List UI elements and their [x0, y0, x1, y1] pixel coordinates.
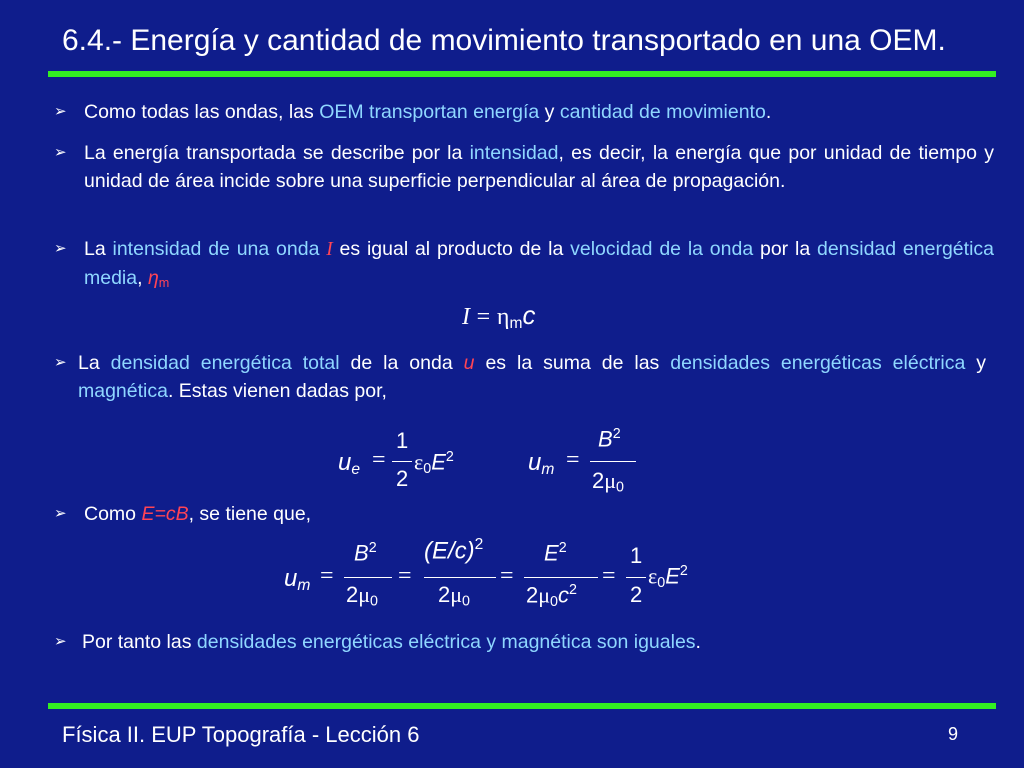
- highlight-text: intensidad de una onda: [112, 238, 320, 260]
- title-divider: [48, 71, 996, 77]
- bullet-arrow-icon: ➢: [54, 505, 67, 522]
- symbol-u: u: [463, 352, 475, 374]
- bullet-arrow-icon: ➢: [54, 103, 67, 120]
- fraction-bar: [626, 577, 646, 578]
- bullet-text: , se tiene que,: [188, 503, 312, 525]
- bullet-text: ,: [137, 267, 148, 289]
- bullet-2: [84, 139, 994, 195]
- eq-symbol: ε: [648, 563, 658, 589]
- eq-symbol: =: [372, 447, 386, 473]
- bullet-text: Como todas las ondas, las: [84, 101, 320, 123]
- eq-symbol: 0: [657, 575, 666, 592]
- highlight-text: densidades energéticas eléctrica: [670, 352, 966, 374]
- bullet-arrow-icon: ➢: [54, 633, 67, 650]
- eq-symbol: 0: [462, 593, 470, 610]
- bullet-text: Por tanto las: [82, 631, 197, 653]
- eq-symbol: =: [320, 563, 334, 589]
- eq-symbol: u: [284, 565, 298, 592]
- fraction-bar: [590, 461, 636, 462]
- eq-symbol: 2: [558, 540, 567, 556]
- bullet-text: de la onda: [339, 352, 464, 374]
- bullet-arrow-icon: ➢: [54, 144, 67, 161]
- highlight-text: velocidad de la onda: [570, 238, 754, 260]
- highlight-text: OEM transportan energía: [319, 101, 540, 123]
- highlight-text: cantidad de movimiento: [559, 101, 766, 123]
- bullet-text: y: [965, 352, 986, 374]
- bullet-text: .: [695, 631, 701, 653]
- eq-symbol: 0: [370, 593, 378, 610]
- bullet-4: [78, 349, 986, 405]
- bullet-arrow-icon: ➢: [54, 240, 67, 257]
- bullet-text: La energía transportada se describe por la: [84, 142, 470, 164]
- eq-symbol: 0: [550, 594, 558, 611]
- eq-symbol: 2: [679, 563, 688, 579]
- bullet-text: La: [84, 238, 113, 260]
- eq-symbol: B: [598, 426, 613, 452]
- slide-title: 6.4.- Energía y cantidad de movimiento transportado en una OEM.: [62, 24, 946, 57]
- eq-symbol: 0: [616, 479, 624, 496]
- eq-symbol: m: [297, 576, 311, 594]
- eq-symbol: E: [665, 563, 680, 589]
- eq-symbol: 2: [630, 582, 643, 607]
- bullet-text: La: [78, 352, 111, 374]
- eq-symbol: 2: [526, 582, 539, 608]
- eq-symbol: 2: [445, 449, 454, 465]
- footer-text: Física II. EUP Topografía - Lección 6: [62, 722, 420, 747]
- symbol-eta-sub: m: [158, 276, 170, 291]
- highlight-text: densidad energética total: [110, 352, 340, 374]
- symbol-eta: η: [147, 267, 159, 289]
- highlight-text: densidades energéticas eléctrica y magnética son iguales: [196, 631, 696, 653]
- eq-symbol: 2: [592, 468, 605, 493]
- fraction-bar: [344, 577, 392, 578]
- eq-symbol: E: [431, 449, 446, 475]
- eq-symbol: 2: [346, 582, 359, 607]
- eq-symbol: η: [496, 304, 510, 330]
- eq-symbol: I: [462, 304, 470, 330]
- eq-symbol: ε: [414, 449, 424, 475]
- eq-symbol: μ: [358, 582, 371, 607]
- eq-symbol: 2: [569, 582, 577, 598]
- eq-symbol: E: [544, 540, 559, 566]
- bullet-arrow-icon: ➢: [54, 354, 67, 371]
- eq-symbol: 2: [612, 426, 621, 442]
- eq-symbol: 2: [438, 582, 451, 607]
- eq-symbol: (E/c): [424, 537, 475, 565]
- eq-symbol: m: [541, 460, 555, 478]
- symbol-I: I: [326, 239, 333, 260]
- eq-symbol: m: [509, 314, 523, 332]
- eq-symbol: e: [351, 460, 361, 478]
- eq-symbol: μ: [538, 582, 551, 608]
- equation-intensity: [462, 300, 535, 333]
- footer-divider: [48, 703, 996, 709]
- eq-symbol: 1: [630, 543, 643, 568]
- eq-symbol: 2: [474, 536, 484, 553]
- bullet-text: , es decir, la energía que por unidad de tiempo y unidad de área incide sobre una superficie perpendicular al área de propagación.: [84, 142, 994, 192]
- bullet-6: [82, 628, 982, 656]
- eq-symbol: 2: [396, 466, 409, 491]
- fraction-bar: [524, 577, 598, 578]
- bullet-text: . Estas vienen dadas por,: [167, 380, 387, 402]
- fraction-bar: [424, 577, 496, 578]
- eq-symbol: =: [476, 304, 491, 330]
- eq-symbol: B: [354, 540, 369, 566]
- page-number: 9: [948, 724, 959, 744]
- eq-symbol: u: [528, 449, 542, 476]
- bullet-text: por la: [753, 238, 817, 260]
- bullet-text: Como: [84, 503, 142, 525]
- bullet-text: es igual al producto de la: [332, 238, 571, 260]
- bullet-1: [84, 98, 994, 126]
- bullet-text: y: [539, 101, 560, 123]
- bullet-text: .: [765, 101, 772, 123]
- highlight-text: intensidad: [469, 142, 559, 164]
- eq-symbol: μ: [450, 582, 463, 607]
- bullet-5: [84, 500, 684, 528]
- eq-symbol: u: [338, 449, 352, 476]
- eq-symbol: 1: [396, 428, 409, 453]
- eq-symbol: =: [566, 447, 580, 473]
- eq-symbol: μ: [604, 468, 617, 493]
- highlight-text: E=cB: [141, 503, 189, 525]
- fraction-bar: [392, 461, 412, 462]
- eq-symbol: 2: [368, 540, 377, 556]
- bullet-text: es la suma de las: [474, 352, 671, 374]
- eq-symbol: 0: [423, 461, 432, 478]
- eq-symbol: c: [522, 300, 536, 330]
- highlight-text: magnética: [78, 380, 168, 402]
- bullet-3: [84, 235, 994, 297]
- highlight-text: densidad energética media: [84, 238, 994, 289]
- eq-symbol: c: [558, 582, 569, 608]
